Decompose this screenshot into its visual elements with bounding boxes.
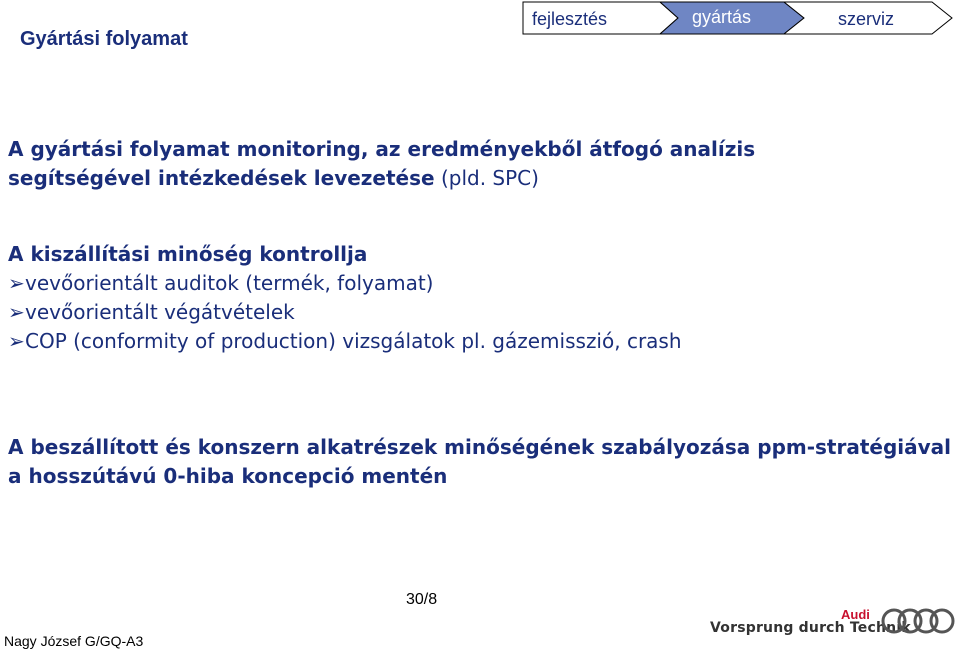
monitoring-line-1: A gyártási folyamat monitoring, az eredményekből átfogó analízis bbox=[8, 137, 756, 161]
bullet-item bbox=[8, 298, 682, 327]
slide-title: Gyártási folyamat bbox=[20, 28, 188, 50]
bullet-item bbox=[8, 269, 682, 298]
supplier-line-1: A beszállított és konszern alkatrészek minőségének szabályozása ppm-stratégiával bbox=[8, 435, 952, 459]
process-chevron-nav bbox=[522, 0, 954, 37]
arrow-bullet-icon: ➢ bbox=[8, 300, 25, 324]
page-number: 30/8 bbox=[406, 591, 438, 608]
delivery-quality-heading: A kiszállítási minőség kontrollja bbox=[8, 242, 368, 266]
bullet-text: COP (conformity of production) vizsgálatok pl. gázemisszió, crash bbox=[25, 329, 682, 353]
arrow-bullet-icon: ➢ bbox=[8, 329, 25, 353]
arrow-bullet-icon: ➢ bbox=[8, 271, 25, 295]
audi-rings-logo-icon bbox=[880, 606, 956, 636]
supplier-quality-paragraph bbox=[8, 433, 951, 491]
bullet-text: vevőorientált auditok (termék, folyamat) bbox=[25, 271, 434, 295]
monitoring-line-2-bold: segítségével intézkedések levezetése bbox=[8, 166, 435, 190]
footer-author: Nagy József G/GQ-A3 bbox=[4, 633, 144, 649]
bullet-item bbox=[8, 327, 682, 356]
step-fejlesztes: fejlesztés bbox=[532, 9, 608, 29]
supplier-line-2: a hosszútávú 0-hiba koncepció mentén bbox=[8, 464, 448, 488]
bullet-text: vevőorientált végátvételek bbox=[25, 300, 295, 324]
delivery-quality-section bbox=[8, 240, 682, 356]
monitoring-line-2-example: (pld. SPC) bbox=[434, 166, 539, 190]
audi-slogan: Vorsprung durch Technik bbox=[710, 620, 911, 636]
monitoring-paragraph bbox=[8, 135, 755, 193]
step-szerviz: szerviz bbox=[838, 9, 895, 29]
step-gyartas-active: gyártás bbox=[692, 7, 752, 27]
audi-wordmark: Audi bbox=[841, 607, 870, 622]
monitoring-line-2 bbox=[8, 164, 755, 193]
